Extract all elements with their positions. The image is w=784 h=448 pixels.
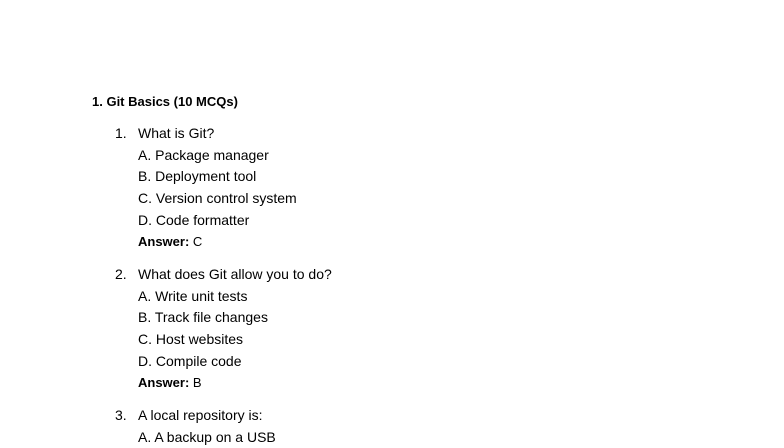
answer-label: Answer: (138, 234, 190, 250)
option-a: A. Write unit tests (138, 287, 248, 304)
question-number: 2. (115, 266, 127, 282)
answer-line (138, 231, 755, 253)
question-1 (115, 123, 755, 253)
question-text: A local repository is: (138, 407, 263, 423)
option-c: C. Host websites (138, 331, 244, 348)
answer-value: B (189, 375, 202, 391)
answer-label: Answer: (138, 375, 190, 391)
option-a: A. A backup on a USB (138, 428, 276, 445)
answer-value: C (189, 234, 203, 250)
option-d: D. Compile code (138, 352, 242, 369)
option-b: B. Track file changes (138, 309, 268, 326)
question-number: 3. (115, 407, 127, 423)
option-c: C. Version control system (138, 190, 297, 207)
question-line (115, 405, 755, 427)
section-title: 1. Git Basics (10 MCQs) (92, 94, 238, 109)
question-number: 1. (115, 125, 127, 141)
question-line (115, 264, 755, 286)
answer-line (138, 372, 755, 394)
option-a: A. Package manager (138, 146, 269, 163)
question-text: What does Git allow you to do? (138, 266, 332, 282)
question-2 (115, 264, 755, 394)
option-b: B. Deployment tool (138, 168, 257, 185)
option-d: D. Code formatter (138, 211, 250, 228)
question-line (115, 123, 755, 145)
question-3 (115, 405, 755, 448)
question-text: What is Git? (138, 125, 215, 141)
